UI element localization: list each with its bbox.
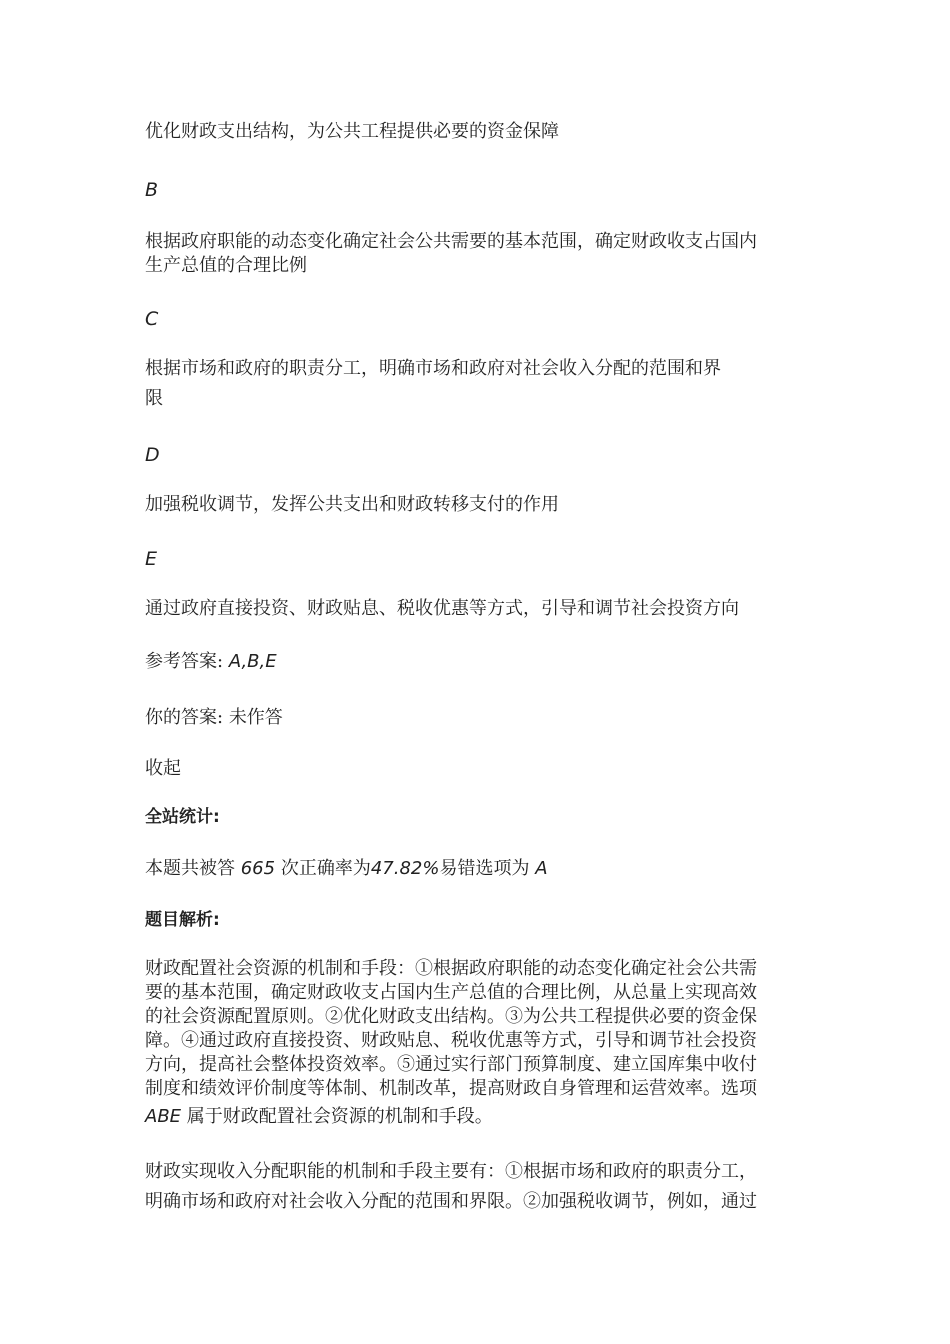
analysis-p1-last-line xyxy=(145,1105,800,1129)
option-c-label: C xyxy=(145,308,159,330)
stats-heading: 全站统计: xyxy=(145,807,220,827)
analysis-heading: 题目解析: xyxy=(145,910,220,930)
analysis-p1-line: 财政配置社会资源的机制和手段：①根据政府职能的动态变化确定社会公共需 xyxy=(145,958,757,979)
option-c-text-line1: 根据市场和政府的职责分工，明确市场和政府对社会收入分配的范围和界 xyxy=(145,358,721,379)
reference-answer-label: 参考答案: xyxy=(145,651,224,672)
your-answer-value: 未作答 xyxy=(228,707,283,728)
stats-count: 665 xyxy=(240,858,276,879)
option-d-label: D xyxy=(145,444,160,466)
option-e-label: E xyxy=(145,548,158,570)
your-answer-label: 你的答案: xyxy=(145,707,224,728)
analysis-paragraph-1 xyxy=(145,957,800,1129)
option-c-text-line2: 限 xyxy=(145,388,163,409)
analysis-p2-line: 财政实现收入分配职能的机制和手段主要有：①根据市场和政府的职责分工， xyxy=(145,1161,757,1182)
stats-line xyxy=(145,857,548,881)
analysis-p2-line: 明确市场和政府对社会收入分配的范围和界限。②加强税收调节，例如，通过 xyxy=(145,1191,757,1212)
option-e-text: 通过政府直接投资、财政贴息、税收优惠等方式，引导和调节社会投资方向 xyxy=(145,598,739,619)
analysis-p1-line: 的社会资源配置原则。②优化财政支出结构。③为公共工程提供必要的资金保 xyxy=(145,1006,757,1027)
analysis-p1-last-text: 属于财政配置社会资源的机制和手段。 xyxy=(186,1106,493,1127)
analysis-paragraph-2 xyxy=(145,1160,800,1214)
stats-prefix: 本题共被答 xyxy=(145,858,235,879)
option-b-text-line1: 根据政府职能的动态变化确定社会公共需要的基本范围，确定财政收支占国内 xyxy=(145,231,757,252)
stats-middle: 次正确率为 xyxy=(280,858,371,879)
analysis-p1-line: 制度和绩效评价制度等体制、机制改革，提高财政自身管理和运营效率。选项 xyxy=(145,1078,757,1099)
option-a-text: 优化财政支出结构，为公共工程提供必要的资金保障 xyxy=(145,121,559,142)
option-d-text: 加强税收调节，发挥公共支出和财政转移支付的作用 xyxy=(145,494,559,515)
reference-answer-value: A,B,E xyxy=(228,651,277,672)
analysis-p1-line: 障。④通过政府直接投资、财政贴息、税收优惠等方式，引导和调节社会投资 xyxy=(145,1030,757,1051)
collapse-link[interactable]: 收起 xyxy=(145,758,181,779)
your-answer xyxy=(145,706,283,730)
option-b-text-line2: 生产总值的合理比例 xyxy=(145,255,307,276)
analysis-p1-line: 要的基本范围，确定财政收支占国内生产总值的合理比例，从总量上实现高效 xyxy=(145,982,757,1003)
stats-wrong-option: A xyxy=(535,858,548,879)
reference-answer xyxy=(145,650,277,674)
stats-rate: 47.82% xyxy=(370,858,440,879)
analysis-option-codes: ABE xyxy=(145,1106,182,1127)
stats-suffix: 易错选项为 xyxy=(439,858,530,879)
analysis-p1-line: 方向，提高社会整体投资效率。⑤通过实行部门预算制度、建立国库集中收付 xyxy=(145,1054,757,1075)
option-b-label: B xyxy=(145,179,159,201)
